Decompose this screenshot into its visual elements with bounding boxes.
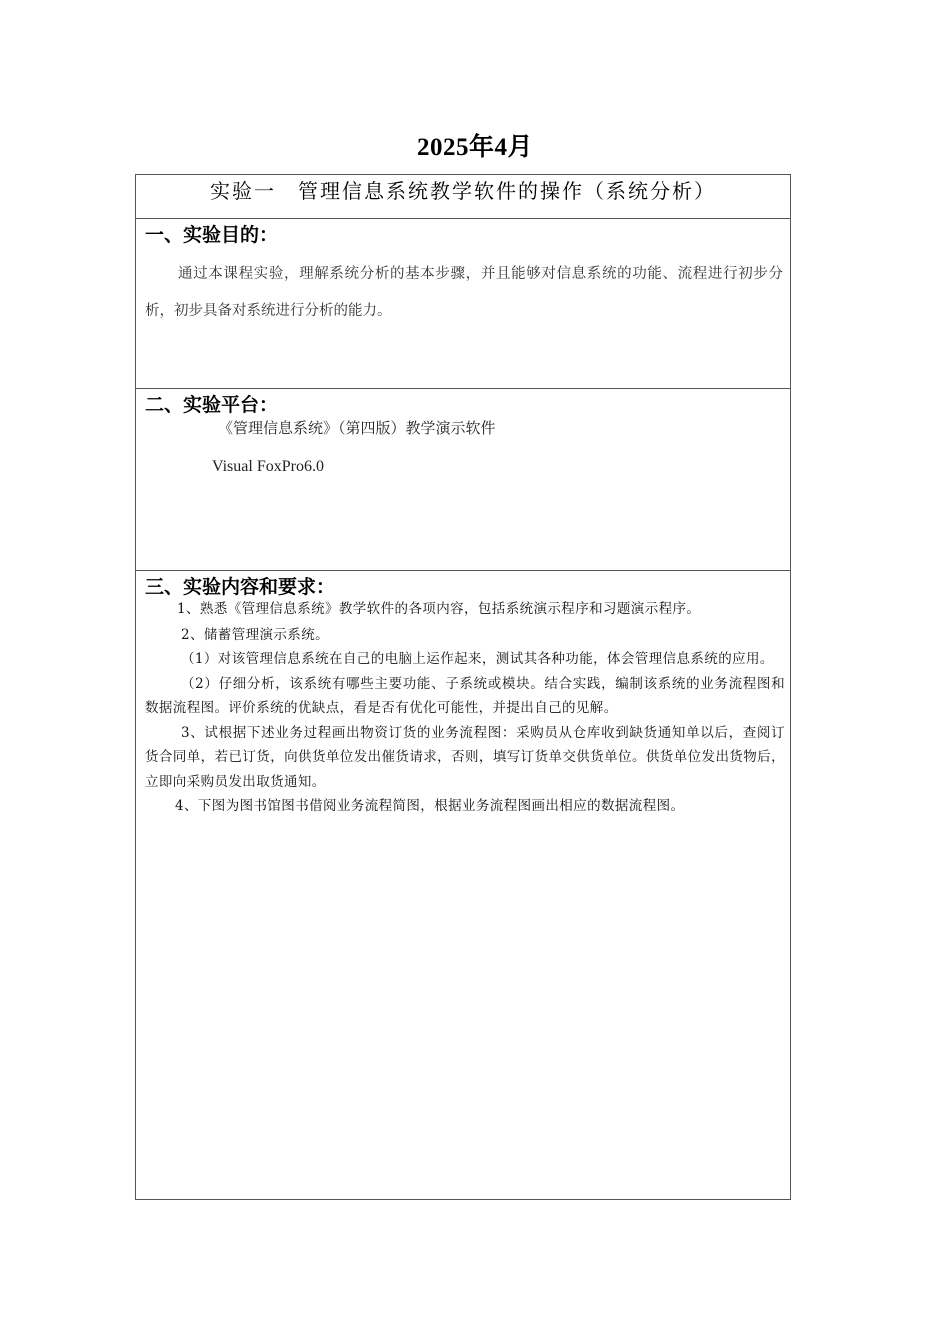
content-item-2-2: （2）仔细分析，该系统有哪些主要功能、子系统或模块。结合实践，编制该系统的业务流程图和数据流程图。评价系统的优缺点，看是否有优化可能性，并提出自己的见解。 xyxy=(145,675,785,716)
content-item-1: 1、熟悉《管理信息系统》教学软件的各项内容，包括系统演示程序和习题演示程序。 xyxy=(177,601,701,617)
platform-tool-line: Visual FoxPro6.0 xyxy=(212,458,324,475)
content-item-4: 4、下图为图书馆图书借阅业务流程简图，根据业务流程图画出相应的数据流程图。 xyxy=(175,798,685,814)
content-heading: 三、实验内容和要求： xyxy=(145,576,336,598)
purpose-text: 通过本课程实验，理解系统分析的基本步骤，并且能够对信息系统的功能、流程进行初步分析，初步具备对系统进行分析的能力。 xyxy=(145,266,783,319)
platform-software-line: 《管理信息系统》（第四版）教学演示软件 xyxy=(218,419,496,437)
platform-section xyxy=(136,389,790,571)
experiment-title-row xyxy=(136,175,790,219)
purpose-heading: 一、实验目的： xyxy=(145,224,279,246)
platform-heading: 二、实验平台： xyxy=(145,394,279,416)
content-item-2-1: （1）对该管理信息系统在自己的电脑上运作起来，测试其各种功能，体会管理信息系统的应用。 xyxy=(181,651,774,667)
experiment-table xyxy=(135,174,791,1200)
content-item-3: 3、试根据下述业务过程画出物资订货的业务流程图：采购员从仓库收到缺货通知单以后，查阅订货合同单，若已订货，向供货单位发出催货请求，否则，填写订货单交供货单位。供货单位发出货物后，立即向采购员发出取货通知。 xyxy=(145,724,785,790)
content-list xyxy=(145,597,785,819)
document-date: 2025年4月 xyxy=(416,134,533,161)
experiment-title: 实验一 管理信息系统教学软件的操作（系统分析） xyxy=(210,179,716,203)
purpose-section xyxy=(136,219,790,389)
content-item-2: 2、储蓄管理演示系统。 xyxy=(181,626,329,643)
content-section xyxy=(136,571,790,1199)
